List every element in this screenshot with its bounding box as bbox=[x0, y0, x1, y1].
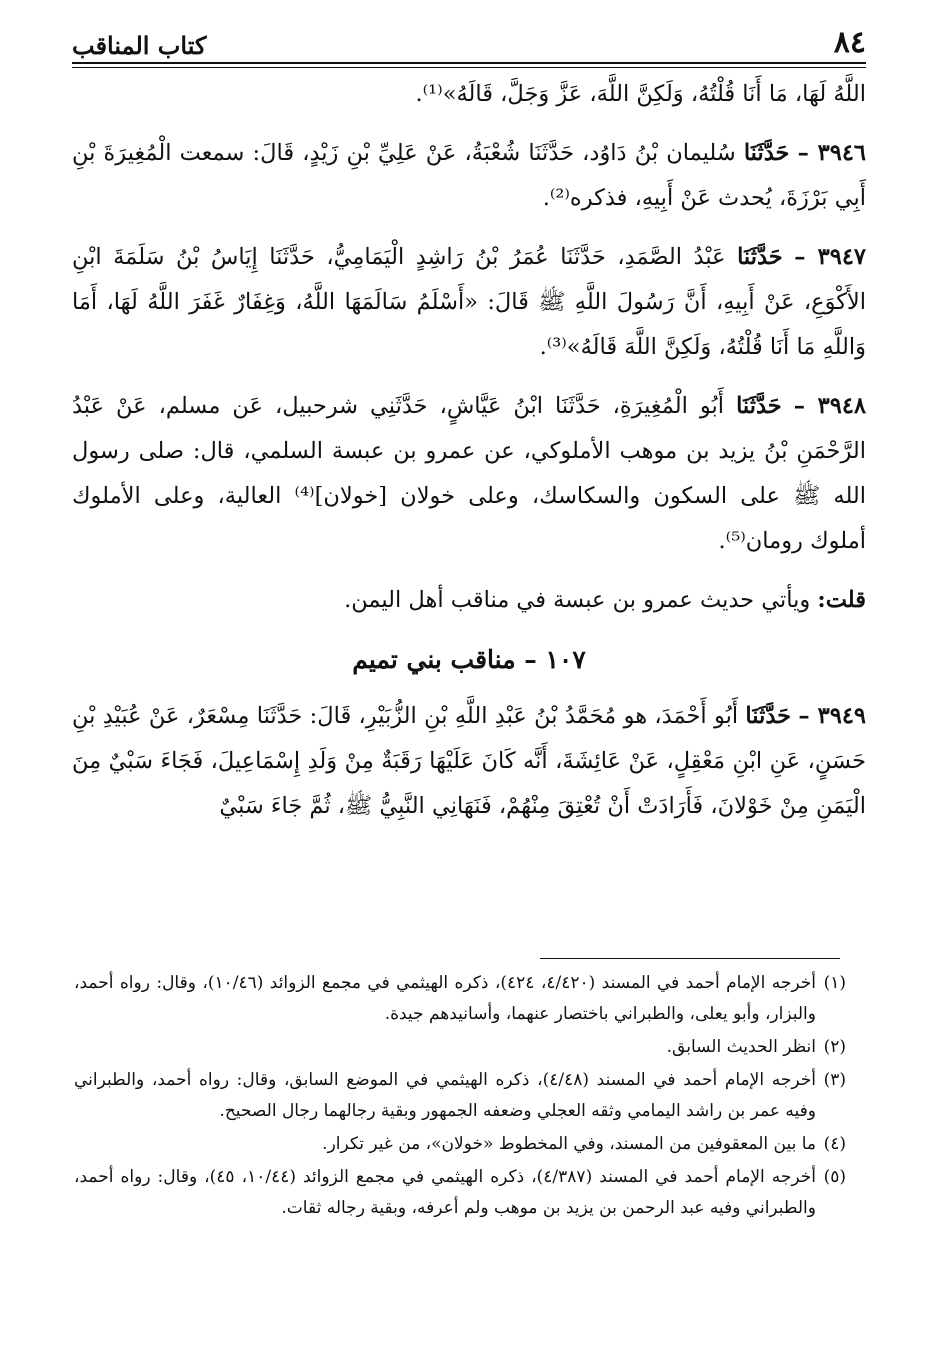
haddathana-word: حَدَّثَنَا bbox=[743, 140, 790, 166]
qultu-label: قلت: bbox=[817, 587, 866, 613]
hadith-3946 bbox=[72, 131, 866, 221]
footnote bbox=[74, 1129, 846, 1160]
hadith-text: أَبُو أَحْمَدَ، هو مُحَمَّدُ بْنُ عَبْدِ اللَّهِ بْنِ الزُّبَيْرِ، قَالَ: حَدَّثَنَا مِسْعَرٌ، عَنْ عُبَيْدِ بْنِ حَسَنٍ، عَنِ ابْنِ مَعْقِلٍ، عَنْ عَائِشَةَ، أَنَّه كَانَ عَلَيْهَا رَقَبَةٌ مِنْ وَلَدِ إِسْمَاعِيلَ، فَجَاءَ سَبْيٌ مِنَ الْيَمَنِ مِنْ خَوْلانَ، فَأَرَادَتْ أَنْ تُعْتِقَ مِنْهُمْ، فَنَهَانِي النَّبِيُّ ﷺ، ثُمَّ جَاءَ سَبْيٌ bbox=[72, 703, 866, 819]
author-note-text: ويأتي حديث عمرو بن عبسة في مناقب أهل اليمن. bbox=[344, 587, 811, 613]
hadith-number: ٣٩٤٦ – bbox=[797, 140, 866, 166]
footnote-text: انظر الحديث السابق. bbox=[666, 1037, 816, 1057]
header-rule bbox=[72, 62, 866, 64]
footnote-marker: (٥) bbox=[823, 1167, 846, 1187]
footnote-text: أخرجه الإمام أحمد في المسند (٤/٤٢٠، ٤٢٤)، ذكره الهيثمي في مجمع الزوائد (١٠/٤٦)، وقال: رواه أحمد، والبزار، وأبو يعلى، والطبراني باختصار عنهما، وأسانيدهم جيدة. bbox=[74, 973, 816, 1024]
haddathana-word: حَدَّثَنَا bbox=[737, 244, 783, 270]
main-text bbox=[72, 72, 866, 843]
hadith-3947 bbox=[72, 235, 866, 370]
footnote-marker: (٣) bbox=[823, 1070, 846, 1090]
footnote-separator bbox=[540, 958, 840, 959]
hadith-text: أَبُو الْمُغِيرَةِ، حَدَّثَنَا ابْنُ عَيَّاشٍ، حَدَّثَنِي شرحبيل، عَن مسلم، عَنْ عَبْدُ الرَّحْمَنِ بْنُ يزيد بن موهب الأملوكي، عن عمرو بن عبسة السلمي، قال: صلى رسول الله ﷺ على السكون والسكاسك، وعلى خولان [خولان]⁽⁴⁾ العالية، وعلى الأملوك أملوك رومان⁽⁵⁾. bbox=[72, 393, 867, 554]
hadith-number: ٣٩٤٩ – bbox=[798, 703, 866, 729]
hadith-text: عَبْدُ الصَّمَدِ، حَدَّثَنَا عُمَرُ بْنُ رَاشِدٍ الْيَمَامِيُّ، حَدَّثَنَا إِيَاسُ بْنُ سَلَمَةَ ابْنِ الأَكْوَعِ، عَنْ أَبِيهِ، أَنَّ رَسُولَ اللَّهِ ﷺ قَالَ: «أَسْلَمُ سَالَمَهَا اللَّهُ، وَغِفَارٌ غَفَرَ اللَّهُ لَهَا، أَمَا وَاللَّهِ مَا أَنَا قُلْتُهُ، وَلَكِنَّ اللَّهَ قَالَهُ»⁽³⁾. bbox=[72, 244, 866, 360]
hadith-3949 bbox=[72, 694, 866, 829]
footnotes bbox=[74, 968, 846, 1226]
footnote-text: أخرجه الإمام أحمد في المسند (٤/٣٨٧)، ذكره الهيثمي في مجمع الزوائد (١٠/٤٤، ٤٥)، وقال: رواه أحمد، والطبراني وفيه عبد الرحمن بن يزيد بن موهب ولم أعرفه، وبقية رجاله ثقات. bbox=[74, 1167, 816, 1218]
footnote bbox=[74, 1032, 846, 1063]
footnote-marker: (٤) bbox=[823, 1134, 846, 1154]
hadith-text: سُليمان بْنُ دَاوُد، حَدَّثَنَا شُعْبَةُ، عَنْ عَلِيِّ بْنِ زَيْدٍ، قَالَ: سمعت الْمُغِيرَةَ بْنِ أَبِي بَرْزَةَ، يُحدث عَنْ أَبِيهِ، فذكره⁽²⁾. bbox=[72, 140, 866, 211]
book-title: كتاب المناقب bbox=[72, 31, 207, 60]
haddathana-word: حَدَّثَنَا bbox=[736, 393, 782, 419]
footnote-marker: (٢) bbox=[823, 1037, 846, 1057]
section-title: ١٠٧ – مناقب بني تميم bbox=[352, 645, 586, 674]
page-header bbox=[72, 20, 866, 60]
footnote-text: ما بين المعقوفين من المسند، وفي المخطوط «خولان»، من غير تكرار. bbox=[322, 1134, 816, 1154]
footnote bbox=[74, 968, 846, 1030]
hadith-3948 bbox=[72, 384, 866, 564]
footnote bbox=[74, 1162, 846, 1224]
paragraph-continuation: اللَّهُ لَهَا، مَا أَنَا قُلْتُهُ، وَلَكِنَّ اللَّهَ، عَزَّ وَجَلَّ، قَالَهُ»⁽¹⁾. bbox=[415, 81, 866, 107]
footnote-text: أخرجه الإمام أحمد في المسند (٤/٤٨)، ذكره الهيثمي في الموضع السابق، وقال: رواه أحمد، والطبراني وفيه عمر بن راشد اليمامي وثقه العجلي وضعفه الجمهور وبقية رجالهما رجال الصحيح. bbox=[74, 1070, 816, 1121]
haddathana-word: حَدَّثَنَا bbox=[745, 703, 792, 729]
footnote-marker: (١) bbox=[823, 973, 846, 993]
footnote bbox=[74, 1065, 846, 1127]
hadith-number: ٣٩٤٨ – bbox=[793, 393, 867, 419]
header-rule-thin bbox=[72, 67, 866, 68]
hadith-number: ٣٩٤٧ – bbox=[794, 244, 867, 270]
page-number: ٨٤ bbox=[833, 25, 866, 60]
author-note bbox=[72, 578, 866, 623]
